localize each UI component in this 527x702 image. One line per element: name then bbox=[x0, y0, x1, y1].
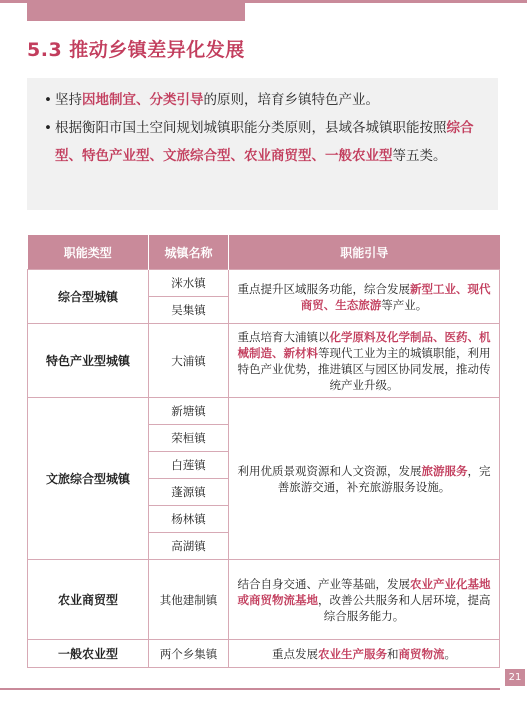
text-segment: 坚持 bbox=[55, 92, 82, 108]
header-type: 职能类型 bbox=[28, 235, 149, 270]
highlight-text: 综合型、特色产业型、文旅综合型、农业商贸型、一般农业型 bbox=[55, 120, 474, 164]
header-guide: 职能引导 bbox=[229, 235, 500, 270]
page-number: 21 bbox=[505, 669, 525, 686]
text-segment: 和 bbox=[387, 646, 399, 661]
header-town: 城镇名称 bbox=[149, 235, 229, 270]
text-segment: 根据衡阳市国土空间规划城镇职能分类原则，县域各城镇职能按照 bbox=[55, 120, 447, 136]
cell-guide bbox=[229, 324, 500, 398]
text-segment: ，完善旅游交通，补充旅游服务设施。 bbox=[277, 463, 491, 494]
cell-town: 杨林镇 bbox=[149, 506, 229, 533]
bullet-text bbox=[55, 86, 475, 114]
bullet-text bbox=[55, 114, 475, 170]
table-header-row bbox=[28, 235, 500, 270]
cell-town: 两个乡集镇 bbox=[149, 640, 229, 668]
cell-type: 农业商贸型 bbox=[28, 560, 149, 640]
text-segment: 重点培育大浦镇以 bbox=[237, 329, 330, 344]
highlight-text: 新型工业、现代商贸、生态旅游 bbox=[300, 281, 491, 312]
footer-line bbox=[0, 688, 500, 690]
cell-guide bbox=[229, 640, 500, 668]
table-row bbox=[28, 640, 500, 668]
table-row bbox=[28, 398, 500, 425]
page-title: 5.3 推动乡镇差异化发展 bbox=[27, 39, 245, 61]
text-segment: 等五类。 bbox=[392, 148, 447, 164]
highlight-text: 因地制宜、分类引导 bbox=[82, 92, 204, 108]
bullet-box bbox=[27, 78, 498, 210]
highlight-text: 农业产业化基地或商贸物流基地 bbox=[237, 576, 491, 607]
cell-town: 新塘镇 bbox=[149, 398, 229, 425]
highlight-text: 化学原料及化学制品、医药、机械制造、新材料 bbox=[237, 329, 491, 360]
text-segment: 等现代工业为主的城镇职能，利用特色产业优势，推进镇区与园区协同发展，推动传统产业升级。 bbox=[237, 345, 491, 392]
bullet-dot-icon: • bbox=[44, 120, 52, 136]
header-band bbox=[27, 0, 245, 21]
cell-town: 其他建制镇 bbox=[149, 560, 229, 640]
cell-type: 综合型城镇 bbox=[28, 270, 149, 324]
highlight-text: 旅游服务 bbox=[421, 463, 468, 478]
highlight-text: 商贸物流 bbox=[398, 646, 445, 661]
cell-guide bbox=[229, 398, 500, 560]
bullet-dot-icon: • bbox=[44, 92, 52, 108]
cell-town: 蓬源镇 bbox=[149, 479, 229, 506]
cell-guide bbox=[229, 560, 500, 640]
cell-type: 特色产业型城镇 bbox=[28, 324, 149, 398]
cell-town: 洣水镇 bbox=[149, 270, 229, 297]
cell-type: 文旅综合型城镇 bbox=[28, 398, 149, 560]
cell-town: 白莲镇 bbox=[149, 452, 229, 479]
table-body bbox=[28, 270, 500, 668]
text-segment: 的原则，培育乡镇特色产业。 bbox=[203, 92, 379, 108]
text-segment: 重点提升区域服务功能，综合发展 bbox=[237, 281, 410, 296]
text-segment: 。 bbox=[444, 646, 456, 661]
cell-town: 高湖镇 bbox=[149, 533, 229, 560]
cell-town: 大浦镇 bbox=[149, 324, 229, 398]
text-segment: ，改善公共服务和人居环境，提高综合服务能力。 bbox=[318, 592, 491, 623]
table-row bbox=[28, 270, 500, 297]
text-segment: 利用优质景观资源和人文资源，发展 bbox=[237, 463, 422, 478]
town-function-table bbox=[27, 235, 500, 668]
text-segment: 等产业。 bbox=[381, 297, 428, 312]
table-row bbox=[28, 560, 500, 640]
highlight-text: 农业生产服务 bbox=[318, 646, 387, 661]
cell-town: 荣桓镇 bbox=[149, 425, 229, 452]
cell-type: 一般农业型 bbox=[28, 640, 149, 668]
text-segment: 结合自身交通、产业等基础，发展 bbox=[237, 576, 410, 591]
text-segment: 重点发展 bbox=[272, 646, 318, 661]
table-row bbox=[28, 324, 500, 398]
cell-town: 吴集镇 bbox=[149, 297, 229, 324]
cell-guide bbox=[229, 270, 500, 324]
